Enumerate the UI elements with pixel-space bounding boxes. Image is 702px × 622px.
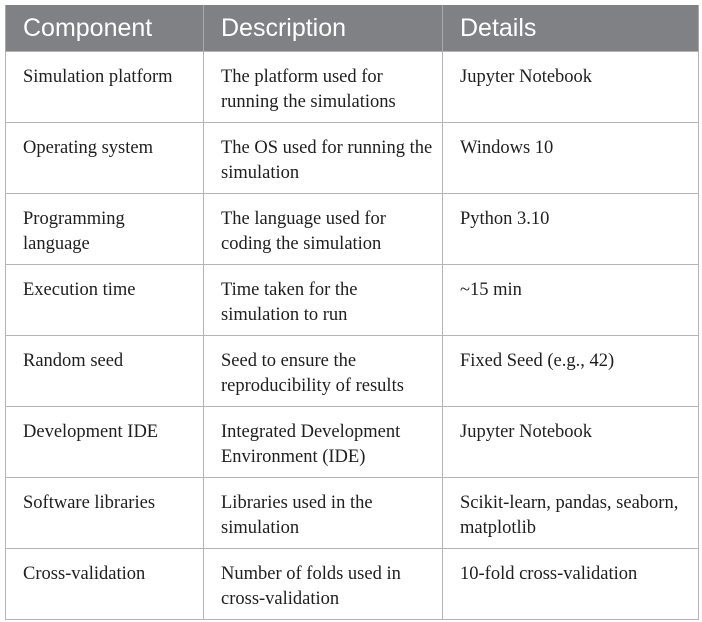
- cell-component: Development IDE: [6, 407, 204, 478]
- cell-component: Cross-validation: [6, 549, 204, 620]
- cell-details: Fixed Seed (e.g., 42): [443, 336, 699, 407]
- table-row: [6, 336, 699, 407]
- cell-details: 10-fold cross-validation: [443, 549, 699, 620]
- cell-description: The OS used for running the simulation: [204, 123, 443, 194]
- cell-component: Simulation platform: [6, 52, 204, 123]
- cell-component: Software libraries: [6, 478, 204, 549]
- cell-description: Integrated Development Environment (IDE): [204, 407, 443, 478]
- cell-details: Jupyter Notebook: [443, 52, 699, 123]
- header-details: Details: [443, 5, 699, 52]
- cell-description: Number of folds used in cross-validation: [204, 549, 443, 620]
- header-description: Description: [204, 5, 443, 52]
- cell-component: Random seed: [6, 336, 204, 407]
- cell-details: Windows 10: [443, 123, 699, 194]
- cell-details: ~15 min: [443, 265, 699, 336]
- cell-component: Execution time: [6, 265, 204, 336]
- table-row: [6, 123, 699, 194]
- cell-description: Seed to ensure the reproducibility of results: [204, 336, 443, 407]
- header-component: Component: [6, 5, 204, 52]
- cell-description: The platform used for running the simulations: [204, 52, 443, 123]
- cell-details: Python 3.10: [443, 194, 699, 265]
- cell-details: Jupyter Notebook: [443, 407, 699, 478]
- cell-description: The language used for coding the simulation: [204, 194, 443, 265]
- specs-table-container: [5, 5, 698, 620]
- cell-component: Programming language: [6, 194, 204, 265]
- table-row: [6, 478, 699, 549]
- cell-description: Time taken for the simulation to run: [204, 265, 443, 336]
- table-row: [6, 194, 699, 265]
- table-row: [6, 407, 699, 478]
- table-header-row: [6, 5, 699, 52]
- table-row: [6, 52, 699, 123]
- table-row: [6, 265, 699, 336]
- cell-description: Libraries used in the simulation: [204, 478, 443, 549]
- cell-component: Operating system: [6, 123, 204, 194]
- cell-details: Scikit-learn, pandas, seaborn, matplotlib: [443, 478, 699, 549]
- simulation-specs-table: [5, 5, 699, 620]
- table-row: [6, 549, 699, 620]
